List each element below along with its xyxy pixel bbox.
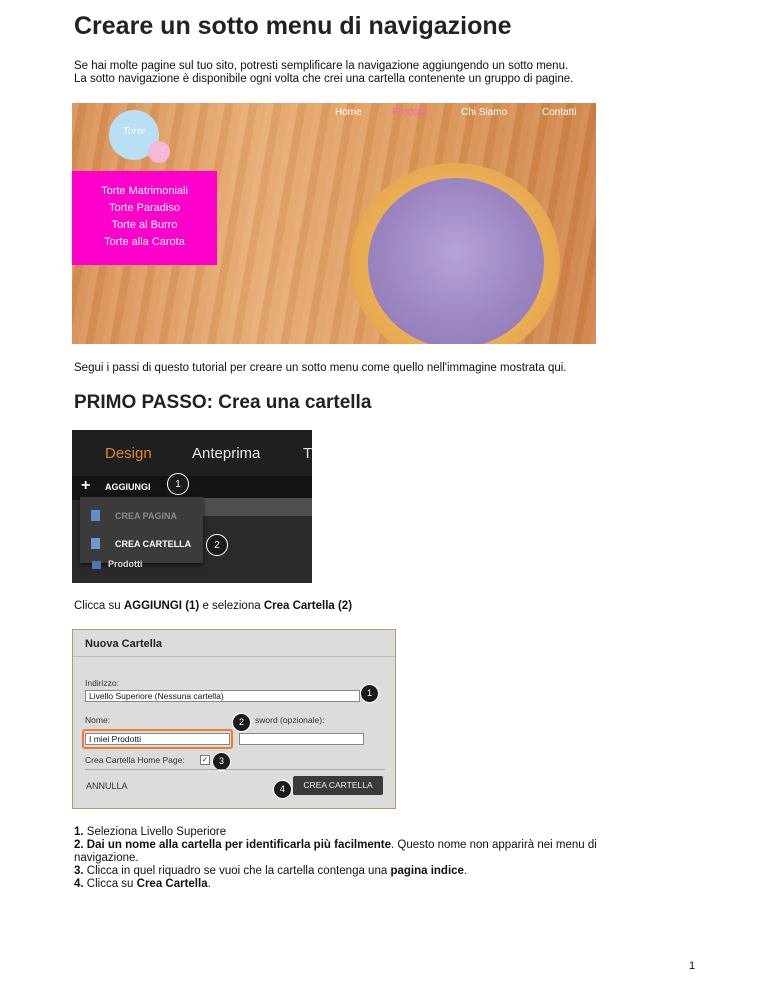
step-badge-4: 4 [273, 780, 292, 799]
step-3-pre: Clicca in quel riquadro se vuoi che la cartella contenga una [83, 865, 391, 877]
step-2-rest: . Questo nome non apparirà nei menu di [391, 839, 597, 851]
tab-design[interactable]: Design [105, 445, 152, 462]
dialog-divider [73, 656, 395, 657]
cancel-button[interactable]: ANNULLA [86, 781, 128, 791]
homepage-checkbox[interactable]: ✓ [201, 755, 209, 764]
step-badge-1: 1 [360, 684, 379, 703]
tab-anteprima[interactable]: Anteprima [192, 445, 261, 462]
hero-image [72, 103, 596, 344]
step-2-line2: navigazione. [74, 852, 139, 864]
step-4-end: . [207, 878, 211, 890]
plus-icon[interactable]: + [81, 477, 91, 494]
step-3-end: . [463, 865, 468, 877]
submenu-item[interactable]: Torte alla Carota [104, 236, 185, 248]
hero-submenu [72, 171, 217, 265]
address-label: Indirizzo: [85, 678, 120, 688]
step-1-text: Seleziona Livello Superiore [83, 826, 227, 838]
dialog-title: Nuova Cartella [85, 638, 163, 650]
name-field[interactable]: I miei Prodotti [85, 733, 230, 745]
caption-1-pre: Clicca su [74, 600, 124, 612]
follow-text: Segui i passi di questo tutorial per creare un sotto menu come quello nell'immagine mostrata qui. [74, 362, 567, 374]
create-folder-button[interactable]: CREA CARTELLA [293, 776, 383, 795]
page-number: 1 [689, 960, 696, 972]
menu-item-crea-pagina[interactable]: CREA PAGINA [115, 511, 178, 521]
step-1 [74, 826, 226, 839]
logo-text: Torte [122, 125, 146, 137]
folder-item-prodotti[interactable]: Prodotti [108, 559, 143, 569]
page-title: Creare un sotto menu di navigazione [74, 12, 512, 40]
step-4-bold: Crea Cartella [136, 878, 208, 890]
cupcake-frosting [368, 178, 544, 344]
page-row-highlight [203, 498, 312, 516]
step-3-bold: pagina indice [390, 865, 464, 877]
name-label: Nome: [85, 715, 111, 725]
folder-icon [92, 561, 101, 569]
hero-nav-chi-siamo[interactable]: Chi Siamo [461, 107, 508, 118]
menu-item-crea-cartella[interactable]: CREA CARTELLA [115, 539, 192, 549]
submenu-item[interactable]: Torte al Burro [111, 219, 178, 231]
password-field[interactable] [239, 733, 364, 745]
hero-nav-home[interactable]: Home [335, 107, 362, 118]
intro-line-2: La sotto navigazione è disponibile ogni volta che crei una cartella contenente un gruppo di pagine. [74, 73, 574, 85]
caption-1-bold-aggiungi: AGGIUNGI (1) [123, 600, 200, 612]
caption-1-bold-crea: Crea Cartella (2) [263, 600, 353, 612]
step-4-number: 4. [74, 878, 84, 890]
step1-heading: PRIMO PASSO: Crea una cartella [74, 392, 372, 413]
step-3-number: 3. [74, 865, 84, 877]
step-2-bold: 2. Dai un nome alla cartella per identificarla più facilmente [74, 839, 391, 851]
step-badge-1: 1 [167, 473, 189, 495]
step-4-pre: Clicca su [83, 878, 137, 890]
folder-icon [91, 538, 100, 549]
submenu-item[interactable]: Torte Matrimoniali [101, 185, 188, 197]
logo-cupcake-icon [148, 141, 170, 163]
tab-truncated[interactable]: T [303, 445, 312, 462]
hero-nav-contatti[interactable]: Contatti [542, 107, 577, 118]
screenshot-new-folder-dialog [72, 629, 396, 809]
intro-line-1: Se hai molte pagine sul tuo sito, potresti semplificare la navigazione aggiungendo un sotto menu. [74, 60, 569, 72]
homepage-label: Crea Cartella Home Page: [85, 755, 185, 765]
step-3 [74, 865, 467, 878]
step-1-number: 1. [74, 826, 84, 838]
address-field[interactable]: Livello Superiore (Nessuna cartella) [85, 690, 360, 702]
add-button[interactable]: AGGIUNGI [105, 482, 151, 492]
step-badge-2: 2 [232, 713, 251, 732]
caption-1-mid: e seleziona [199, 600, 264, 612]
screenshot-add-menu [72, 430, 312, 583]
password-label: sword (opzionale): [255, 715, 325, 725]
submenu-item[interactable]: Torte Paradiso [109, 202, 180, 214]
step-badge-2: 2 [206, 534, 228, 556]
step-4 [74, 878, 211, 891]
step-badge-3: 3 [212, 752, 231, 771]
step-2 [74, 839, 597, 852]
add-dropdown [80, 497, 203, 563]
caption-1 [74, 600, 352, 612]
page-icon [91, 510, 100, 521]
hero-nav-prodotti[interactable]: Prodotti [392, 107, 427, 118]
dialog-divider [85, 769, 385, 770]
